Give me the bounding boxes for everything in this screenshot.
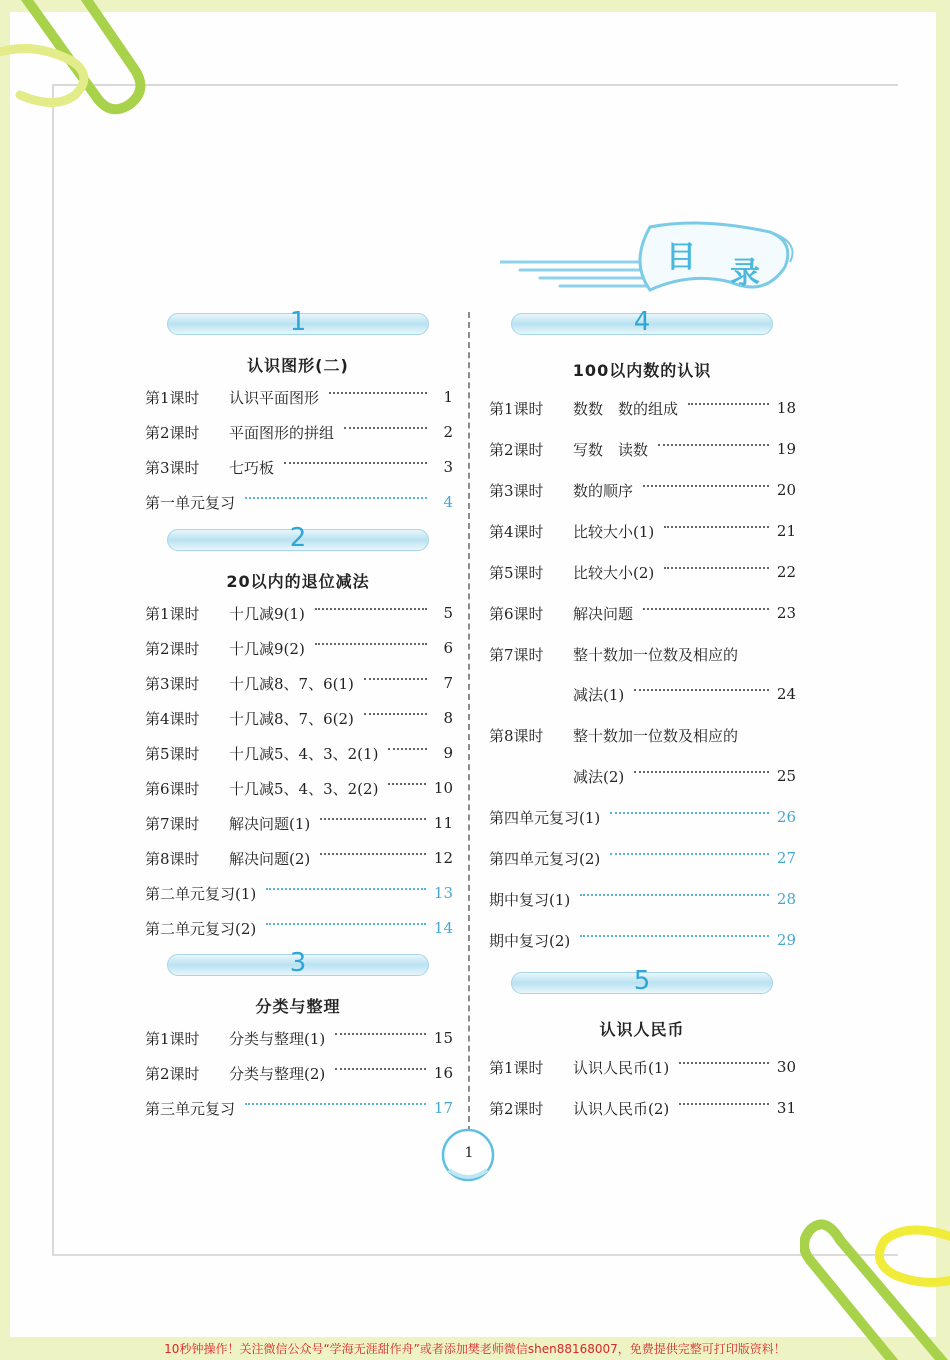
toc-row[interactable]: 第5课时 十几减5、4、3、2(1) 9: [145, 744, 453, 763]
toc-review-row[interactable]: 期中复习(1) 28: [489, 890, 796, 909]
toc-review-row[interactable]: 第四单元复习(2) 27: [489, 849, 796, 868]
toc-row[interactable]: 第8课时 解决问题(2) 12: [145, 849, 453, 868]
toc-row[interactable]: 第4课时 十几减8、7、6(2) 8: [145, 709, 453, 728]
toc-row[interactable]: 第1课时 数数 数的组成 18: [489, 399, 796, 418]
page-border-top: [52, 84, 898, 86]
paperclip-icon: [800, 1200, 950, 1360]
toc-row[interactable]: 第3课时 十几减8、7、6(1) 7: [145, 674, 453, 693]
toc-row[interactable]: 第8课时 整十数加一位数及相应的: [489, 726, 739, 745]
toc-review-row[interactable]: 第二单元复习(1) 13: [145, 884, 453, 903]
toc-row[interactable]: 第5课时 比较大小(2) 22: [489, 563, 796, 582]
toc-review-row[interactable]: 第三单元复习 17: [145, 1099, 453, 1118]
toc-title-lu: 录: [730, 256, 760, 291]
page-border-bottom: [52, 1254, 898, 1256]
toc-review-row[interactable]: 第四单元复习(1) 26: [489, 808, 796, 827]
toc-row[interactable]: 第2课时 写数 读数 19: [489, 440, 796, 459]
toc-review-row[interactable]: 期中复习(2) 29: [489, 931, 796, 950]
toc-row[interactable]: 第7课时 整十数加一位数及相应的: [489, 645, 739, 664]
page-number: 1: [464, 1145, 474, 1161]
unit-title: 20以内的退位减法: [226, 572, 370, 591]
column-divider: [468, 312, 470, 1132]
toc-row[interactable]: 第1课时 认识人民币(1) 30: [489, 1058, 796, 1077]
unit-title: 分类与整理: [255, 997, 341, 1016]
toc-row[interactable]: 第7课时 解决问题(1) 11: [145, 814, 453, 833]
page-border-left: [52, 84, 54, 1254]
unit-banner-1: 1: [167, 313, 429, 335]
unit-banner-4: 4: [511, 313, 773, 335]
toc-review-row[interactable]: 第一单元复习 4: [145, 493, 453, 512]
toc-row-continuation[interactable]: 减法(2) 25: [573, 767, 796, 786]
unit-title: 认识人民币: [599, 1020, 685, 1039]
unit-title: 认识图形(二): [247, 356, 349, 375]
toc-row[interactable]: 第4课时 比较大小(1) 21: [489, 522, 796, 541]
toc-review-row[interactable]: 第二单元复习(2) 14: [145, 919, 453, 938]
unit-banner-2: 2: [167, 529, 429, 551]
toc-row-continuation[interactable]: 减法(1) 24: [573, 685, 796, 704]
toc-row[interactable]: 第2课时 分类与整理(2) 16: [145, 1064, 453, 1083]
toc-row[interactable]: 第1课时 十几减9(1) 5: [145, 604, 453, 623]
unit-title: 100以内数的认识: [572, 361, 712, 380]
toc-title-mu: 目: [666, 240, 696, 275]
toc-row[interactable]: 第6课时 解决问题 23: [489, 604, 796, 623]
unit-banner-3: 3: [167, 954, 429, 976]
toc-row[interactable]: 第2课时 平面图形的拼组 2: [145, 423, 453, 442]
toc-row[interactable]: 第1课时 认识平面图形 1: [145, 388, 453, 407]
unit-banner-5: 5: [511, 972, 773, 994]
toc-row[interactable]: 第3课时 数的顺序 20: [489, 481, 796, 500]
toc-row[interactable]: 第2课时 认识人民币(2) 31: [489, 1099, 796, 1118]
toc-row[interactable]: 第6课时 十几减5、4、3、2(2) 10: [145, 779, 453, 798]
toc-row[interactable]: 第2课时 十几减9(2) 6: [145, 639, 453, 658]
footer-promo-text: 10秒钟操作！关注微信公众号“学海无涯甜作舟”或者添加樊老师微信shen88168007，免费提供完整可打印版资料！: [164, 1342, 786, 1356]
toc-row[interactable]: 第1课时 分类与整理(1) 15: [145, 1029, 453, 1048]
paperclip-icon: [0, 0, 160, 130]
toc-row[interactable]: 第3课时 七巧板 3: [145, 458, 453, 477]
